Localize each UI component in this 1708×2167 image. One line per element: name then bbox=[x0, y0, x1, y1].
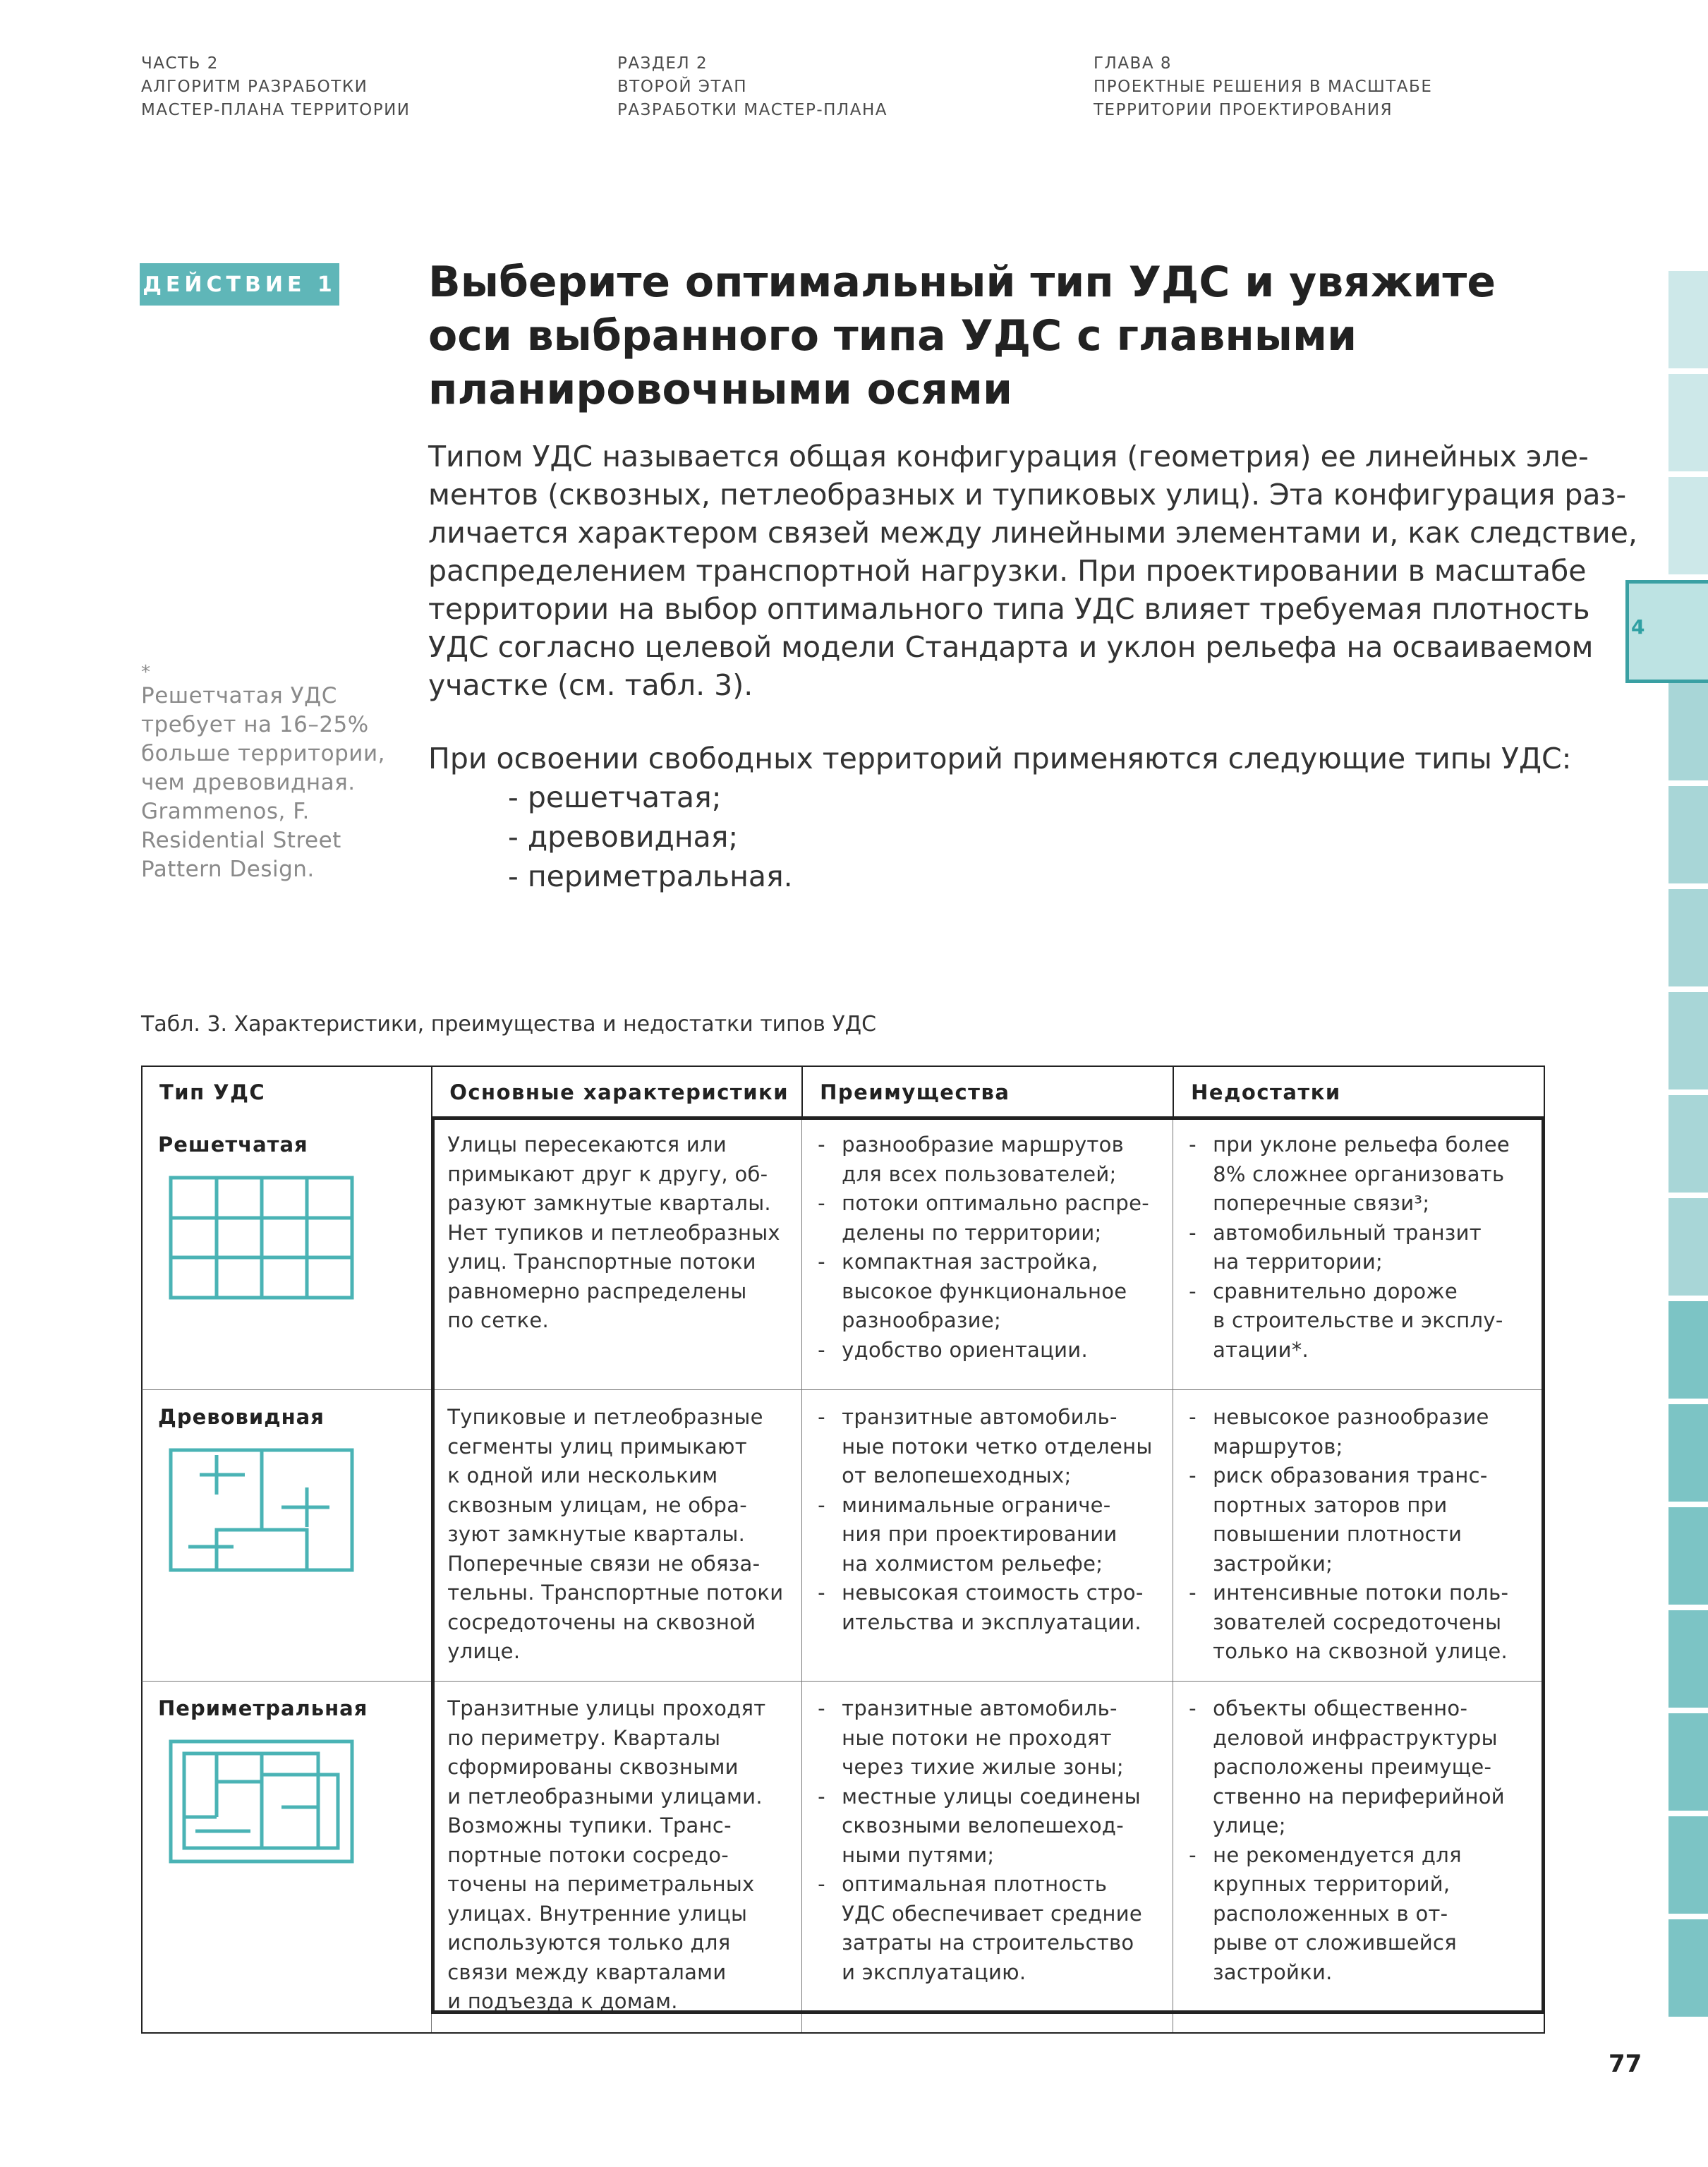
chapter-tab[interactable] bbox=[1668, 786, 1708, 883]
disadvantages-cell: - при уклоне рельефа более 8% сложнее организовать поперечные связи³; - автомобильный транзит на территории; - сравнительно дороже в строительстве и эксплу- атации*. bbox=[1173, 1118, 1544, 1389]
chapter-tab[interactable] bbox=[1668, 889, 1708, 986]
chapter-tab[interactable] bbox=[1668, 1507, 1708, 1605]
list-item: - периметральная. bbox=[508, 859, 793, 893]
chapter-tab[interactable] bbox=[1668, 683, 1708, 780]
chapter-tab[interactable] bbox=[1668, 1610, 1708, 1708]
type-name: Древовидная bbox=[158, 1405, 325, 1429]
page-number: 77 bbox=[1609, 2050, 1642, 2078]
column-header: Основные характеристики bbox=[431, 1067, 801, 1118]
list-item: - решетчатая; bbox=[508, 780, 722, 814]
type-cell bbox=[143, 1118, 431, 1389]
type-name: Решетчатая bbox=[158, 1133, 308, 1157]
chapter-tab[interactable] bbox=[1668, 1816, 1708, 1914]
chapter-tab[interactable] bbox=[1668, 477, 1708, 574]
chapter-tab[interactable] bbox=[1668, 1301, 1708, 1399]
advantages-cell: - разнообразие маршрутов для всех пользователей; - потоки оптимально распре- делены по территории; - компактная застройка, высокое функциональное разнообразие; - удобство ориентации. bbox=[801, 1118, 1173, 1389]
column-header: Недостатки bbox=[1173, 1067, 1544, 1118]
chapter-tab[interactable] bbox=[1668, 374, 1708, 471]
advantages-cell: - транзитные автомобиль- ные потоки не проходят через тихие жилые зоны; - местные улицы соединены сквозными велопешеход- ными путями; - оптимальная плотность УДС обеспечивает средние затраты на строительство и эксплуатацию. bbox=[801, 1682, 1173, 2032]
chapter-tab[interactable] bbox=[1668, 1198, 1708, 1296]
list-item: - древовидная; bbox=[508, 820, 739, 854]
advantages-cell: - транзитные автомобиль- ные потоки четко отделены от велопешеходных; - минимальные ограниче- ния при проектировании на холмистом рельефе; - невысокая стоимость стро- ительства и эксплуатации. bbox=[801, 1390, 1173, 1681]
table-row bbox=[141, 1389, 1545, 1681]
table-header-row bbox=[141, 1066, 1545, 1118]
chapter-tab[interactable] bbox=[1668, 1919, 1708, 2017]
chapter-tab[interactable] bbox=[1668, 1404, 1708, 1502]
header-part: ЧАСТЬ 2 АЛГОРИТМ РАЗРАБОТКИ МАСТЕР-ПЛАНА ТЕРРИТОРИИ bbox=[141, 54, 411, 119]
table-caption: Табл. 3. Характеристики, преимущества и недостатки типов УДС bbox=[141, 1012, 877, 1037]
column-header: Тип УДС bbox=[159, 1080, 266, 1104]
chapter-tab[interactable] bbox=[1668, 1713, 1708, 1811]
road-network-types-table bbox=[141, 1066, 1545, 2034]
column-header: Преимущества bbox=[801, 1067, 1173, 1118]
header-chapter: ГЛАВА 8 ПРОЕКТНЫЕ РЕШЕНИЯ В МАСШТАБЕ ТЕРРИТОРИИ ПРОЕКТИРОВАНИЯ bbox=[1094, 54, 1433, 119]
disadvantages-cell: - невысокое разнообразие маршрутов; - риск образования транс- портных заторов при повышении плотности застройки; - интенсивные потоки поль- зователей сосредоточены только на сквозной улице. bbox=[1173, 1390, 1544, 1681]
chapter-tab-number: 4 bbox=[1631, 615, 1645, 639]
chapter-tab[interactable] bbox=[1668, 992, 1708, 1089]
types-list bbox=[508, 778, 793, 896]
tree-network-icon bbox=[169, 1448, 359, 1575]
section-title: Выберите оптимальный тип УДС и увяжите оси выбранного типа УДС с главными планировочными осями bbox=[428, 258, 1496, 414]
grid-network-icon bbox=[169, 1176, 359, 1303]
header-section: РАЗДЕЛ 2 ВТОРОЙ ЭТАП РАЗРАБОТКИ МАСТЕР-ПЛАНА bbox=[617, 54, 888, 119]
chapter-tab[interactable] bbox=[1668, 1095, 1708, 1193]
table-row bbox=[141, 1118, 1545, 1389]
side-note: * Решетчатая УДС требует на 16–25% больше территории, чем древовидная. Grammenos, F. Residential Street Pattern Design. bbox=[141, 662, 385, 882]
type-cell bbox=[143, 1682, 431, 2032]
intro-paragraph: Типом УДС называется общая конфигурация (геометрия) ее линейных эле- ментов (сквозных, петлеобразных и тупиковых улиц). Эта конфигурация раз- личается характером связей между линейными элементами и, как следствие, распределением транспортной нагрузки. При проектировании в масштабе территории на выбор оптимального типа УДС влияет требуемая плотность УДС согласно целевой модели Стандарта и уклон рельефа на осваиваемом участке (см. табл. 3). bbox=[428, 440, 1637, 702]
disadvantages-cell: - объекты общественно- деловой инфраструктуры расположены преимуще- ственно на периферийной улице; - не рекомендуется для крупных территорий, расположенных в от- рыве от сложившейся застройки. bbox=[1173, 1682, 1544, 2032]
characteristics-cell: Улицы пересекаются или примыкают друг к другу, об- разуют замкнутые кварталы. Нет тупиков и петлеобразных улиц. Транспортные потоки равномерно распределены по сетке. bbox=[431, 1118, 801, 1389]
types-intro: При освоении свободных территорий применяются следующие типы УДС: bbox=[428, 742, 1572, 775]
chapter-tab[interactable] bbox=[1668, 271, 1708, 368]
type-name: Периметральная bbox=[158, 1696, 368, 1720]
table-row bbox=[141, 1681, 1545, 2034]
type-cell bbox=[143, 1390, 431, 1681]
perimeter-network-icon bbox=[169, 1739, 359, 1866]
footnote-marker: * bbox=[141, 662, 151, 683]
action-badge: ДЕЙСТВИЕ 1 bbox=[140, 263, 339, 306]
characteristics-cell: Транзитные улицы проходят по периметру. Кварталы сформированы сквозными и петлеобразными улицами. Возможны тупики. Транс- портные потоки сосредо- точены на периметральных улицах. Внутренние улицы используются только для связи между кварталами и подъезда к домам. bbox=[431, 1682, 801, 2032]
characteristics-cell: Тупиковые и петлеобразные сегменты улиц примыкают к одной или нескольким сквозным улицам, не обра- зуют замкнутые кварталы. Поперечные связи не обяза- тельны. Транспортные потоки сосредоточены на сквозной улице. bbox=[431, 1390, 801, 1681]
